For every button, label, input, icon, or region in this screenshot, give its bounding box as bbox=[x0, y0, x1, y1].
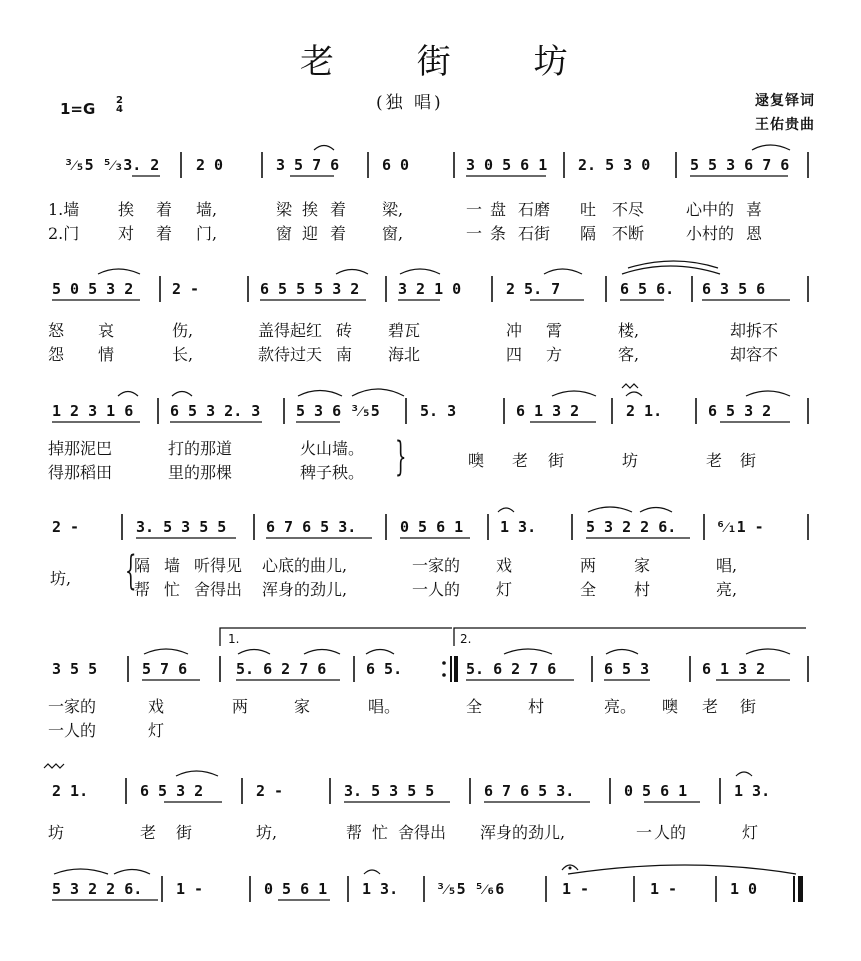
lyric: 坊 bbox=[622, 451, 639, 470]
fermata-dot bbox=[569, 867, 572, 870]
measure: 2 - bbox=[172, 280, 200, 298]
lyric: 石磨 bbox=[518, 200, 551, 219]
lyric: 盘 bbox=[490, 200, 507, 219]
measure: 6 5 5 5 3 2 bbox=[260, 280, 360, 298]
lyric: 恩 bbox=[746, 224, 763, 243]
lyric: 村 bbox=[528, 697, 545, 716]
lyric: 噢 bbox=[468, 451, 485, 470]
lyric: 四 bbox=[506, 345, 523, 364]
lyric: 坊 bbox=[48, 823, 65, 842]
lyric: 楼, bbox=[618, 321, 640, 340]
lyric: 挨 bbox=[302, 200, 319, 219]
lyric: 盖得起红 bbox=[258, 321, 323, 340]
lyric: 客, bbox=[618, 345, 640, 364]
lyric: 喜 bbox=[746, 200, 763, 219]
measure: 5 5 3 6 7 6 bbox=[690, 156, 790, 174]
repeat-barline-thin bbox=[450, 656, 452, 682]
lyric: 着 bbox=[156, 224, 173, 243]
lyric: 窗, bbox=[382, 224, 404, 243]
lyric: 挨 bbox=[118, 200, 135, 219]
lyric: 灯 bbox=[496, 580, 513, 599]
measure: 2 - bbox=[256, 782, 284, 800]
slur bbox=[314, 146, 334, 151]
slur bbox=[606, 650, 638, 655]
lyric: 墙 bbox=[164, 556, 181, 575]
measure: 3. 5 3 5 5 bbox=[136, 518, 227, 536]
lyric: 不尽 bbox=[612, 200, 645, 219]
verse-brace: { bbox=[124, 548, 137, 594]
measure: 6 5. bbox=[366, 660, 403, 678]
lyric: 隔 bbox=[580, 224, 597, 243]
lyric: 方 bbox=[546, 345, 563, 364]
measure: 3 0 5 6 1 bbox=[466, 156, 548, 174]
volta-1-label: 1. bbox=[228, 632, 240, 646]
lyric: 家 bbox=[294, 697, 311, 716]
lyric: 隔 bbox=[134, 556, 151, 575]
lyric: 舍得出 bbox=[194, 580, 243, 599]
lyric: 碧瓦 bbox=[388, 321, 421, 340]
measure: 5 7 6 bbox=[142, 660, 188, 678]
lyric: 不断 bbox=[612, 224, 645, 243]
final-barline-thick bbox=[798, 876, 803, 902]
trill-mark bbox=[622, 384, 638, 388]
time-signature-bottom: 4 bbox=[116, 104, 123, 115]
lyric: 亮, bbox=[716, 580, 738, 599]
lyric: 伤, bbox=[172, 321, 194, 340]
measure: 2 0 bbox=[196, 156, 224, 174]
lyric: 忙 bbox=[164, 580, 181, 599]
slur bbox=[746, 391, 790, 396]
lyric: 砖 bbox=[336, 321, 353, 340]
key-signature: 1=G bbox=[60, 100, 96, 118]
lyric: 街 bbox=[176, 823, 193, 842]
measure: 0 5 6 1 bbox=[264, 880, 328, 898]
slur bbox=[752, 145, 790, 150]
lyric: 墙, bbox=[196, 200, 218, 219]
repeat-dot bbox=[442, 661, 446, 665]
slur bbox=[114, 870, 150, 875]
lyric: 梁, bbox=[382, 200, 404, 219]
slur bbox=[364, 870, 380, 874]
measure: 2 1. bbox=[52, 782, 89, 800]
lyric: 石街 bbox=[518, 224, 551, 243]
lyric: 长, bbox=[172, 345, 194, 364]
lyric: 着 bbox=[156, 200, 173, 219]
lyric: 一 bbox=[466, 200, 483, 219]
lyric: 里的那棵 bbox=[168, 463, 233, 482]
repeat-dot bbox=[442, 673, 446, 677]
lyric: 老 bbox=[512, 451, 529, 470]
lyric: 亮。 bbox=[604, 697, 637, 716]
slur bbox=[298, 391, 342, 397]
lyric: 却容不 bbox=[730, 345, 779, 364]
song-subtitle: (独 唱) bbox=[376, 93, 444, 113]
lyric: 怒 bbox=[48, 321, 65, 340]
measure: 0 5 6 1 bbox=[624, 782, 688, 800]
repeat-barline-thick bbox=[454, 656, 458, 682]
volta-2-bracket bbox=[454, 628, 806, 646]
measure: 6 5 3 2. 3 bbox=[170, 402, 261, 420]
final-barline-thin bbox=[793, 876, 795, 902]
lyric: 1.墙 bbox=[48, 200, 80, 219]
trill-mark bbox=[44, 764, 64, 768]
lyric: 全 bbox=[466, 697, 483, 716]
measure: 2 5. 7 bbox=[506, 280, 561, 298]
measure: 1 - bbox=[562, 880, 590, 898]
slur bbox=[498, 508, 514, 512]
lyric: 街 bbox=[548, 451, 565, 470]
lyric: 两 bbox=[580, 556, 597, 575]
lyric: 一人的 bbox=[48, 721, 97, 740]
slur bbox=[54, 869, 108, 874]
measure: 5 0 5 3 2 bbox=[52, 280, 134, 298]
measure: 2 - bbox=[52, 518, 80, 536]
lyric: 唱。 bbox=[368, 697, 401, 716]
lyric: 2.门 bbox=[48, 224, 80, 243]
measure: 5. 3 bbox=[420, 402, 457, 420]
slur bbox=[622, 266, 720, 274]
measure: 3 5 5 bbox=[52, 660, 98, 678]
lyric: 门, bbox=[196, 224, 218, 243]
measure: 6 5 3 2 bbox=[708, 402, 772, 420]
lyric: 帮 bbox=[346, 823, 363, 842]
measure: 6 1 3 2 bbox=[702, 660, 766, 678]
measure: 6 5 3 bbox=[604, 660, 650, 678]
lyric: 戏 bbox=[496, 556, 513, 575]
measure: 2. 5 3 0 bbox=[578, 156, 651, 174]
lyric: 灯 bbox=[742, 823, 759, 842]
lyric: 梁 bbox=[276, 200, 293, 219]
measure: 6 7 6 5 3. bbox=[484, 782, 575, 800]
lyric: 唱, bbox=[716, 556, 738, 575]
lyric: 条 bbox=[490, 224, 507, 243]
measure: 1 3. bbox=[734, 782, 771, 800]
lyric: 坊, bbox=[256, 823, 278, 842]
lyric: 街 bbox=[740, 697, 757, 716]
measure: 1 - bbox=[176, 880, 204, 898]
lyric: 一家的 bbox=[48, 697, 97, 716]
lyric: 窗 bbox=[276, 224, 293, 243]
measure: 6 0 bbox=[382, 156, 410, 174]
slur bbox=[336, 270, 368, 275]
slur bbox=[568, 865, 796, 874]
lyric: 浑身的劲儿, bbox=[480, 823, 566, 842]
measure: ⁶⁄₁1 - bbox=[716, 518, 764, 536]
slur bbox=[352, 389, 404, 396]
lyric: 戏 bbox=[148, 697, 165, 716]
lyric: 南 bbox=[336, 345, 353, 364]
slur bbox=[118, 392, 138, 397]
lyric: 一 bbox=[636, 823, 653, 842]
slur bbox=[98, 269, 140, 274]
lyric: 噢 bbox=[662, 697, 679, 716]
lyric: 打的那道 bbox=[168, 439, 233, 458]
slur bbox=[172, 392, 192, 397]
measure: 1 2 3 1 6 bbox=[52, 402, 134, 420]
lyric: 款待过天 bbox=[258, 345, 323, 364]
measure: 6 7 6 5 3. bbox=[266, 518, 357, 536]
lyric: 舍得出 bbox=[398, 823, 447, 842]
lyric: 哀 bbox=[98, 321, 115, 340]
lyric: 海北 bbox=[388, 345, 421, 364]
measure: ³⁄₅5 ⁵⁄₆6 bbox=[436, 880, 505, 898]
lyric: 灯 bbox=[148, 721, 165, 740]
lyric: 掉那泥巴 bbox=[48, 439, 113, 458]
measure: 5 3 6 ³⁄₅5 bbox=[296, 402, 380, 420]
measure: 1 3. bbox=[362, 880, 399, 898]
slur bbox=[736, 772, 752, 776]
lyric: 人的 bbox=[654, 823, 687, 842]
time-signature-top: 2 bbox=[116, 95, 123, 106]
measure: 0 5 6 1 bbox=[400, 518, 464, 536]
lyric: 两 bbox=[232, 697, 249, 716]
slur bbox=[304, 650, 340, 655]
slur bbox=[544, 269, 582, 274]
composer-credit: 王佑贵曲 bbox=[755, 117, 815, 133]
lyric: 着 bbox=[330, 224, 347, 243]
lyric: 情 bbox=[98, 345, 115, 364]
measure: 5. 6 2 7 6 bbox=[466, 660, 557, 678]
measure: 1 3. bbox=[500, 518, 537, 536]
lyric: 心中的 bbox=[686, 200, 735, 219]
slur bbox=[588, 507, 632, 512]
lyric: 一 bbox=[466, 224, 483, 243]
lyric: 迎 bbox=[302, 224, 319, 243]
slur bbox=[628, 261, 718, 268]
volta-1-bracket bbox=[220, 628, 452, 646]
lyric: 听得见 bbox=[194, 556, 243, 575]
volta-2-label: 2. bbox=[460, 632, 472, 646]
lyric: 老 bbox=[702, 697, 719, 716]
slur bbox=[144, 649, 188, 654]
slur bbox=[626, 392, 642, 396]
lyric: 老 bbox=[706, 451, 723, 470]
lyric: 怨 bbox=[48, 345, 65, 364]
slur bbox=[400, 269, 440, 274]
lyric: 霄 bbox=[546, 321, 563, 340]
slur bbox=[640, 508, 672, 513]
measure: 6 1 3 2 bbox=[516, 402, 580, 420]
slur bbox=[552, 391, 596, 396]
measure: 5 3 2 2 6. bbox=[586, 518, 677, 536]
lyric: 心底的曲儿, bbox=[262, 556, 348, 575]
slur bbox=[504, 649, 552, 654]
slur bbox=[366, 650, 394, 655]
lyric: 村 bbox=[634, 580, 651, 599]
lyric: 小村的 bbox=[686, 224, 735, 243]
measure: 6 3 5 6 bbox=[702, 280, 766, 298]
lyric: 冲 bbox=[506, 321, 523, 340]
measure: 1 0 bbox=[730, 880, 758, 898]
measure: 5. 6 2 7 6 bbox=[236, 660, 327, 678]
measure: 3 5 7 6 bbox=[276, 156, 340, 174]
lyric: 家 bbox=[634, 556, 651, 575]
lyric: 火山墙。 bbox=[300, 439, 365, 458]
lyric: 帮 bbox=[134, 580, 151, 599]
lyric: 一人的 bbox=[412, 580, 461, 599]
verse-brace: } bbox=[394, 434, 407, 480]
lyric: 忙 bbox=[372, 823, 389, 842]
measure: 6 5 3 2 bbox=[140, 782, 204, 800]
slur bbox=[176, 771, 218, 776]
lyric: 吐 bbox=[580, 200, 597, 219]
lyric-lead: 坊, bbox=[50, 569, 72, 588]
lyric: 着 bbox=[330, 200, 347, 219]
measure: ³⁄₅5 ⁵⁄₃3. 2 bbox=[64, 156, 160, 174]
measure: 2 1. bbox=[626, 402, 663, 420]
measure: 5 3 2 2 6. bbox=[52, 880, 143, 898]
lyric: 一家的 bbox=[412, 556, 461, 575]
measure: 1 - bbox=[650, 880, 678, 898]
lyric: 稗子秧。 bbox=[300, 463, 365, 482]
song-title: 老 街 坊 bbox=[300, 42, 604, 82]
lyric: 浑身的劲儿, bbox=[262, 580, 348, 599]
slur bbox=[238, 650, 270, 655]
measure: 6 5 6. bbox=[620, 280, 675, 298]
lyric: 老 bbox=[140, 823, 157, 842]
measure: 3 2 1 0 bbox=[398, 280, 462, 298]
slur bbox=[746, 649, 790, 654]
lyric: 街 bbox=[740, 451, 757, 470]
lyricist-credit: 逯复铎词 bbox=[755, 93, 815, 109]
lyric: 得那稻田 bbox=[48, 463, 113, 482]
lyric: 却拆不 bbox=[730, 321, 779, 340]
lyric: 全 bbox=[580, 580, 597, 599]
lyric: 对 bbox=[118, 224, 135, 243]
measure: 3. 5 3 5 5 bbox=[344, 782, 435, 800]
